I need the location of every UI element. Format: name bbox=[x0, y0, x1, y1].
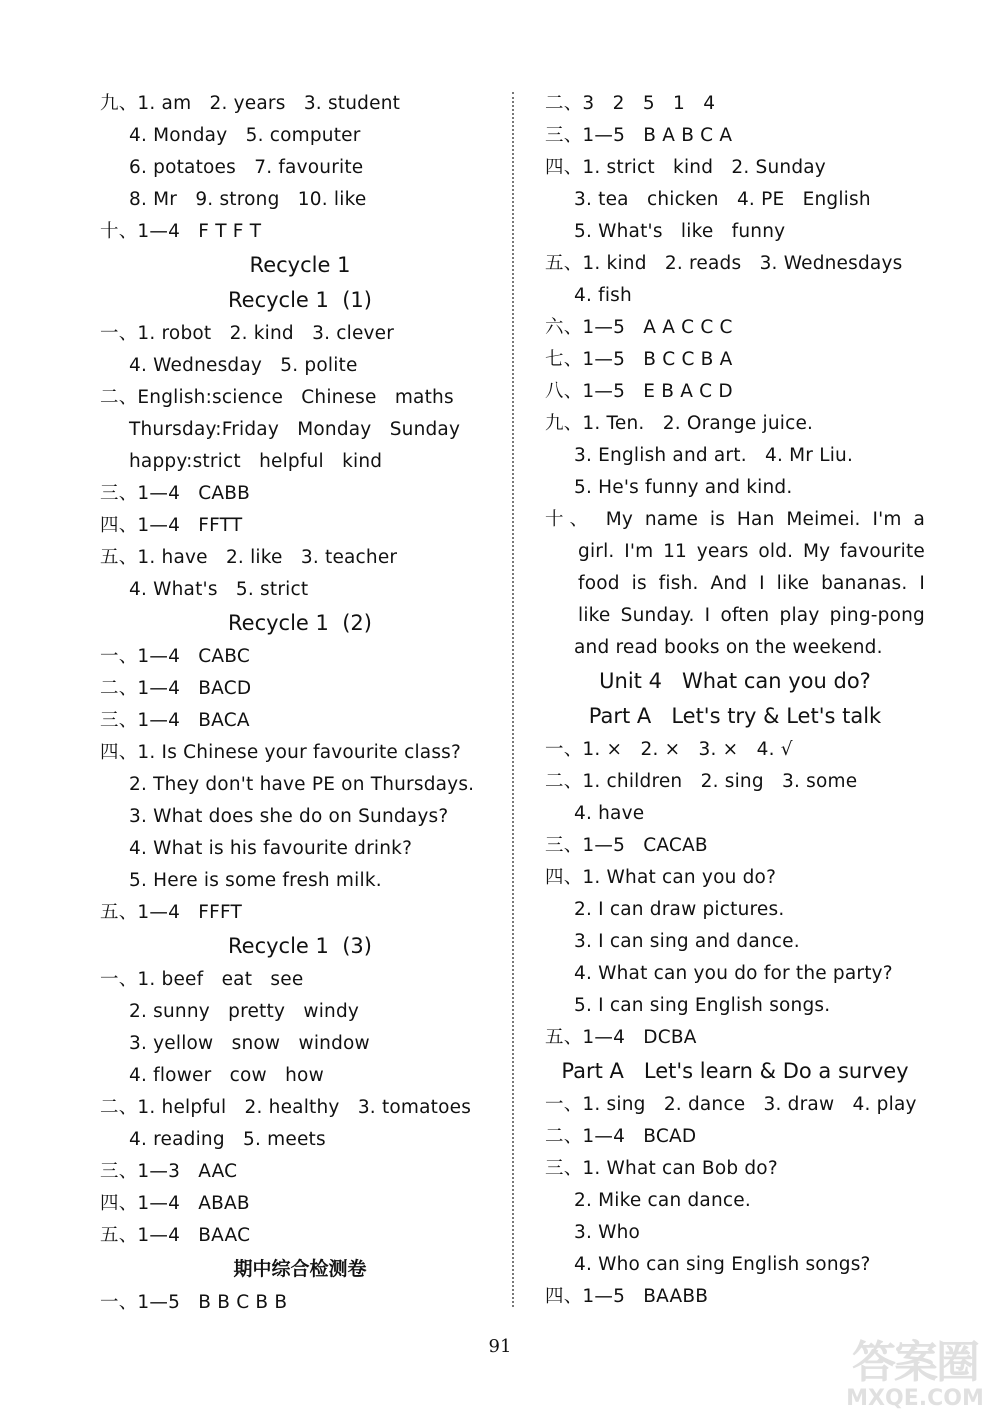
answer-line: 二、1. helpful 2. healthy 3. tomatoes bbox=[100, 1097, 472, 1118]
answer-line: 一、1—4 CABC bbox=[100, 646, 250, 667]
answer-line: 四、1—4 FFTT bbox=[100, 515, 243, 536]
answer-line: 五、1—4 BAAC bbox=[100, 1225, 251, 1246]
answer-subline: 2. Mike can dance. bbox=[574, 1190, 751, 1211]
answer-line: 一、1. robot 2. kind 3. clever bbox=[100, 323, 395, 344]
answer-subline: and read books on the weekend. bbox=[574, 637, 883, 658]
answer-paragraph-line: food is fish. And I like bananas. I bbox=[578, 573, 925, 594]
answer-line: 九、1. Ten. 2. Orange juice. bbox=[545, 413, 814, 434]
section-heading: Recycle 1 bbox=[249, 253, 351, 277]
answer-subline: 5. What's like funny bbox=[574, 221, 786, 242]
answer-line: 三、1—3 AAC bbox=[100, 1161, 238, 1182]
answer-line: 三、1—5 CACAB bbox=[545, 835, 708, 856]
answer-subline: 4. reading 5. meets bbox=[129, 1129, 326, 1150]
section-heading: Recycle 1 (2) bbox=[228, 611, 372, 635]
answer-subline: 5. Here is some fresh milk. bbox=[129, 870, 382, 891]
answer-line: 四、1—5 BAABB bbox=[545, 1286, 709, 1307]
answer-line: 四、1. strict kind 2. Sunday bbox=[545, 157, 826, 178]
answer-line: 六、1—5 A A C C C bbox=[545, 317, 733, 338]
answer-line: 九、1. am 2. years 3. student bbox=[100, 93, 401, 114]
answer-subline: 2. sunny pretty windy bbox=[129, 1001, 360, 1022]
answer-subline: 4. have bbox=[574, 803, 645, 824]
answer-line: 五、1. kind 2. reads 3. Wednesdays bbox=[545, 253, 903, 274]
answer-subline: happy:strict helpful kind bbox=[129, 451, 383, 472]
answer-line: 十、1—4 F T F T bbox=[100, 221, 262, 242]
answer-subline: 8. Mr 9. strong 10. like bbox=[129, 189, 367, 210]
answer-subline: 4. What is his favourite drink? bbox=[129, 838, 413, 859]
right-answer-column bbox=[545, 88, 925, 1313]
watermark-glyphs: 答案圈 bbox=[852, 1337, 978, 1388]
answer-line: 三、1—5 B A B C A bbox=[545, 125, 733, 146]
answer-subline: 4. What can you do for the party? bbox=[574, 963, 893, 984]
watermark-logo bbox=[840, 1339, 990, 1414]
answer-line: 二、1—4 BCAD bbox=[545, 1126, 697, 1147]
answer-subline: Thursday:Friday Monday Sunday bbox=[129, 419, 461, 440]
answer-subline: 3. What does she do on Sundays? bbox=[129, 806, 449, 827]
answer-subline: 4. Who can sing English songs? bbox=[574, 1254, 871, 1275]
answer-line: 一、1. × 2. × 3. × 4. √ bbox=[545, 739, 793, 760]
answer-subline: 3. Who bbox=[574, 1222, 641, 1243]
answer-line: 三、1—4 BACA bbox=[100, 710, 250, 731]
answer-line: 二、1—4 BACD bbox=[100, 678, 252, 699]
answer-line: 一、1. sing 2. dance 3. draw 4. play bbox=[545, 1094, 917, 1115]
answer-line: 七、1—5 B C C B A bbox=[545, 349, 733, 370]
answer-subline: 4. What's 5. strict bbox=[129, 579, 309, 600]
left-answer-column bbox=[100, 88, 500, 1319]
section-heading: 期中综合检测卷 bbox=[233, 1258, 367, 1280]
answer-paragraph-line: like Sunday. I often play ping-pong bbox=[578, 605, 925, 626]
answer-subline: 5. I can sing English songs. bbox=[574, 995, 831, 1016]
answer-line: 二、3 2 5 1 4 bbox=[545, 93, 716, 114]
answer-line: 四、1—4 ABAB bbox=[100, 1193, 250, 1214]
section-heading: Recycle 1 (1) bbox=[228, 288, 372, 312]
answer-paragraph-line: girl. I'm 11 years old. My favourite bbox=[578, 541, 925, 562]
answer-subline: 4. fish bbox=[574, 285, 632, 306]
answer-line: 五、1—4 FFFT bbox=[100, 902, 242, 923]
answer-line: 三、1. What can Bob do? bbox=[545, 1158, 778, 1179]
answer-subline: 3. tea chicken 4. PE English bbox=[574, 189, 871, 210]
answer-line: 八、1—5 E B A C D bbox=[545, 381, 733, 402]
answer-line: 五、1. have 2. like 3. teacher bbox=[100, 547, 398, 568]
column-divider bbox=[512, 92, 514, 1307]
answer-subline: 2. They don't have PE on Thursdays. bbox=[129, 774, 475, 795]
answer-line: 一、1. beef eat see bbox=[100, 969, 304, 990]
answer-line: 二、1. children 2. sing 3. some bbox=[545, 771, 858, 792]
answer-subline: 4. Monday 5. computer bbox=[129, 125, 361, 146]
answer-subline: 4. flower cow how bbox=[129, 1065, 324, 1086]
answer-subline: 2. I can draw pictures. bbox=[574, 899, 785, 920]
answer-line: 一、1—5 B B C B B bbox=[100, 1292, 288, 1313]
answer-line: 二、English:science Chinese maths bbox=[100, 387, 454, 408]
answer-line: 五、1—4 DCBA bbox=[545, 1027, 697, 1048]
answer-line: 四、1. Is Chinese your favourite class? bbox=[100, 742, 462, 763]
section-heading: Recycle 1 (3) bbox=[228, 934, 372, 958]
answer-subline: 6. potatoes 7. favourite bbox=[129, 157, 364, 178]
answer-subline: 4. Wednesday 5. polite bbox=[129, 355, 358, 376]
section-heading: Unit 4 What can you do? bbox=[599, 669, 871, 693]
page-number: 91 bbox=[488, 1336, 512, 1357]
answer-subline: 3. English and art. 4. Mr Liu. bbox=[574, 445, 854, 466]
answer-subline: 3. yellow snow window bbox=[129, 1033, 370, 1054]
answer-line: 四、1. What can you do? bbox=[545, 867, 777, 888]
answer-paragraph-line: 十、 My name is Han Meimei. I'm a bbox=[545, 509, 925, 530]
section-heading: Part A Let's try & Let's talk bbox=[588, 704, 882, 728]
answer-subline: 3. I can sing and dance. bbox=[574, 931, 800, 952]
section-heading: Part A Let's learn & Do a survey bbox=[561, 1059, 909, 1083]
answer-line: 三、1—4 CABB bbox=[100, 483, 251, 504]
watermark-text: MXQE.COM bbox=[846, 1386, 984, 1411]
answer-subline: 5. He's funny and kind. bbox=[574, 477, 793, 498]
